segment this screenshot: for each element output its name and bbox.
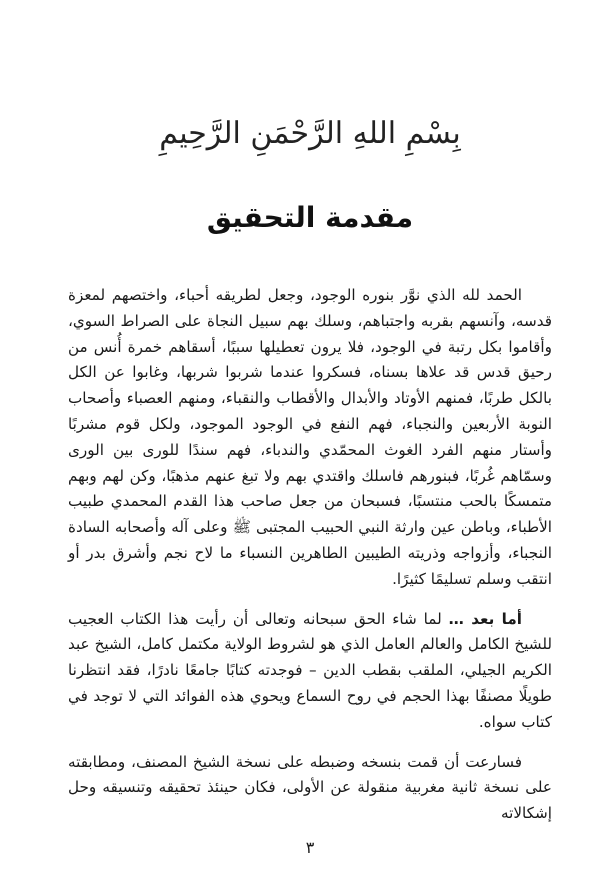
body-text bbox=[68, 283, 552, 841]
basmala-ornament bbox=[68, 112, 552, 156]
paragraph-1 bbox=[68, 283, 552, 593]
paragraph-2-text: لما شاء الحق سبحانه وتعالى أن رأيت هذا الكتاب العجيب للشيخ الكامل والعالم العامل الذي هو لشروط الولاية مكتمل كامل، الشيخ عبد الكريم الجيلي، الملقب بقطب الدين – فوجدته كتابًا جامعًا نادرًا، فقد انتظرنا طويلًا مصنفًا بهذا الحجم في روح السماع ويحوي هذه الفوائد التي لا توجد في كتاب سواه. bbox=[68, 609, 552, 731]
page-number: ٣ bbox=[305, 838, 315, 857]
chapter-heading: مقدمة التحقيق bbox=[206, 201, 414, 234]
paragraph-1-text: الحمد لله الذي نوَّر بنوره الوجود، وجعل لطريقه أحباء، واختصهم لمعزة قدسه، وآنسهم بقربه واجتباهم، وسلك بهم سبيل النجاة على الصراط السوي، وأقاموا بكل رتبة في الوجود، فلا يرون تعطيلها سببًا، أسقاهم خمرة أُنس من رحيق قدس قد علاها بسناه، فسكروا عندما شربوا شربها، وغابوا عن الكل بالكل طربًا، فمنهم الأوتاد والأبدال والأقطاب والنقباء، ومنهم العصباء وأصحاب النوبة الأربعين والنجباء، فهم النفع في الوجود الموجود، ولكل قوم مشربًا وأستار منهم الفرد الغوث المحمّدي والندباء، فهم سندًا للورى بين الورى وسمّاهم غُربًا، فبنورهم فاسلك واقتدي بهم ولا تبغ عنهم مذهبًا، وكن لهم وبهم متمسكًا بالحب منتسبًا، فسبحان من جعل صاحب هذا القدم المحمدي طبيب الأطباء، وباطن عين وارثة النبي الحبيب المجتبى ﷺ وعلى آله وأصحابه السادة النجباء، وأزواجه وذريته الطيبين الطاهرين النسباء ما لاح نجم وأشرق بدر أو انتقب وسلم تسليمًا كثيرًا. bbox=[68, 286, 552, 588]
paragraph-3 bbox=[68, 750, 552, 827]
paragraph-2 bbox=[68, 607, 552, 736]
page bbox=[68, 0, 552, 881]
paragraph-3-text: فسارعت أن قمت بنسخه وضبطه على نسخة الشيخ المصنف، ومطابقته على نسخة ثانية مغربية منقولة عن الأولى، فكان حينئذ تحقيقه وتنسيقه وحل إشكالاته bbox=[68, 752, 552, 823]
paragraph-2-lead: أما بعد … bbox=[448, 609, 522, 628]
basmala-text: بِسْمِ اللهِ الرَّحْمَنِ الرَّحِيمِ bbox=[159, 116, 461, 151]
